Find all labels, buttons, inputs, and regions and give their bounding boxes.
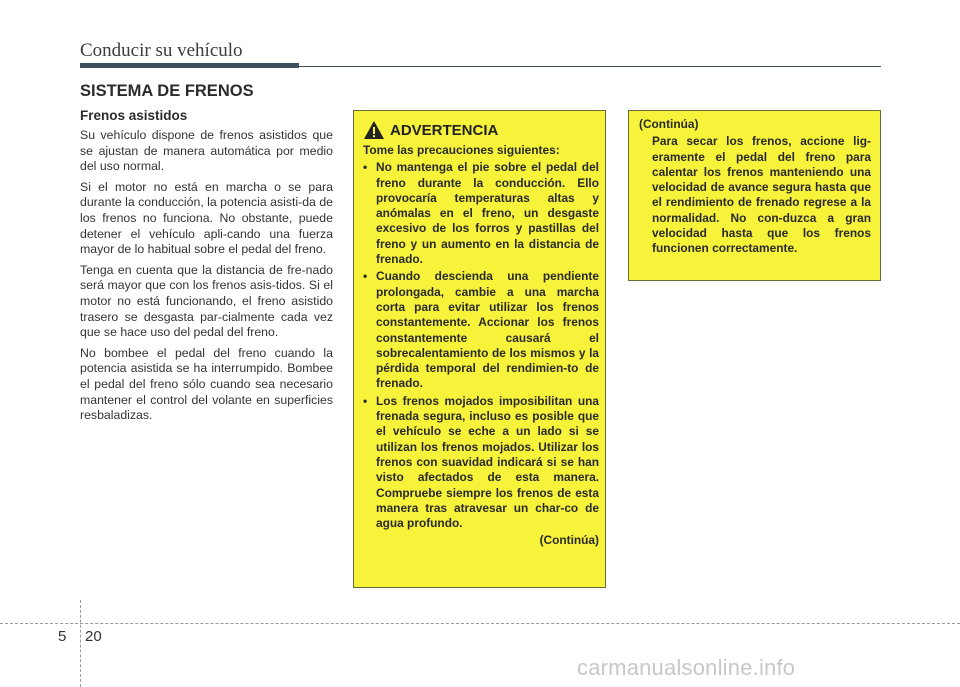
warning-title: ADVERTENCIA bbox=[390, 121, 499, 139]
warning-item-text: No mantenga el pie sobre el pedal del freno durante la conducción. Ello provocaría temperaturas altas y anómalas en el freno, un desgaste excesivo de los forros y pastillas del freno y un aumento en la distancia de frenado. bbox=[376, 160, 599, 267]
bullet: • bbox=[363, 393, 368, 408]
subheading: Frenos asistidos bbox=[80, 108, 188, 123]
section-title: SISTEMA DE FRENOS bbox=[80, 82, 254, 100]
paragraph: Tenga en cuenta que la distancia de fre-nado será mayor que con los frenos asis-tidos. Si el motor no está funcionando, el freno asistido trasero se desgasta par-cialmente cada vez que se hace uso del pedal del freno. bbox=[80, 262, 333, 340]
paragraph: No bombee el pedal del freno cuando la potencia asistida se ha interrumpido. Bombee el pedal del freno sólo cuando sea necesario mantener el control del volante en superficies resbaladizas. bbox=[80, 345, 333, 423]
header-rule bbox=[299, 66, 881, 67]
footer-dashed-divider bbox=[80, 600, 81, 687]
continued-text: Para secar los frenos, accione lig-eramente el pedal del freno para calentar los frenos manteniendo una velocidad de avance segura hasta que el rendimiento de frenado regrese a la normalidad. No con-duzca a gran velocidad hasta que los frenos funcionen correctamente. bbox=[652, 134, 871, 256]
page-number: 20 bbox=[85, 628, 102, 645]
chapter-title: Conducir su vehículo bbox=[80, 40, 243, 61]
watermark: carmanualsonline.info bbox=[577, 655, 796, 680]
paragraph: Si el motor no está en marcha o se para durante la conducción, la potencia asisti-da de los frenos no funciona. No obstante, puede detener el vehículo apli-cando una fuerza mayor de lo habitual sobre el pedal del freno. bbox=[80, 179, 333, 257]
paragraph: Su vehículo dispone de frenos asistidos que se ajustan de manera automática por medio del uso normal. bbox=[80, 128, 333, 174]
bullet: • bbox=[363, 269, 368, 284]
bullet: • bbox=[363, 160, 368, 175]
warning-continued-box bbox=[628, 110, 881, 281]
chapter-number: 5 bbox=[58, 628, 67, 645]
warning-triangle-icon bbox=[363, 120, 385, 140]
continued-heading: (Continúa) bbox=[639, 117, 699, 131]
header-bar bbox=[80, 63, 299, 68]
warning-item-text: Los frenos mojados imposibilitan una frenada segura, incluso es posible que el vehículo se eche a un lado si se utilizan los frenos mojados. Utilizar los frenos con suavidad indicará si se han visto afectados de esta manera. Compruebe siempre los frenos de esta manera tras atravesar un char-co de agua profundo. bbox=[376, 393, 599, 531]
warning-box bbox=[353, 110, 606, 588]
warning-list bbox=[363, 160, 599, 531]
warning-item bbox=[363, 160, 599, 267]
footer-dashed-rule bbox=[0, 623, 960, 624]
warning-header bbox=[363, 120, 599, 140]
warning-item-text: Cuando descienda una pendiente prolongada, cambie a una marcha corta para evitar utilizar los frenos constantemente. Accionar los frenos constantemente causará el sobrecalentamiento de los mismos y la pérdida temporal del rendimien-to de frenado. bbox=[376, 269, 599, 391]
warning-intro: Tome las precauciones siguientes: bbox=[363, 143, 560, 157]
continued-label: (Continúa) bbox=[539, 533, 599, 548]
warning-item bbox=[363, 394, 599, 532]
main-column bbox=[80, 108, 333, 429]
warning-item bbox=[363, 269, 599, 391]
